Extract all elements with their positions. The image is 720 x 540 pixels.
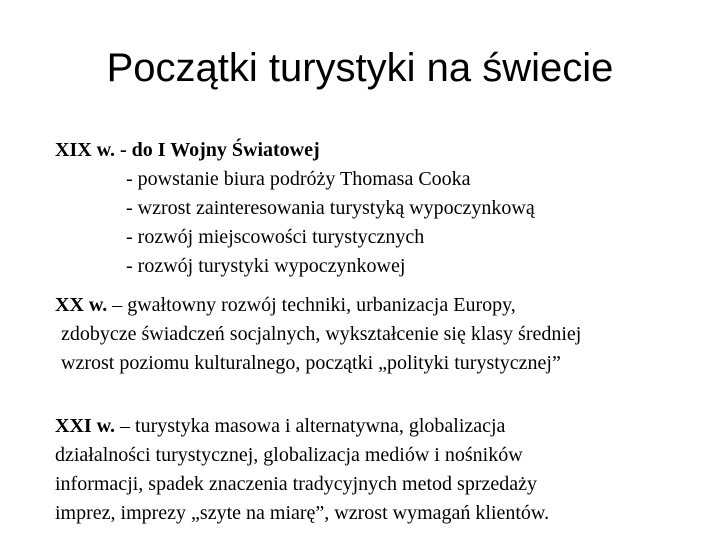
paragraph-line — [55, 291, 715, 320]
bullet-item: - powstanie biura podróży Thomasa Cooka — [126, 168, 471, 190]
paragraph-line: wzrost poziomu kulturalnego, początki „polityki turystycznej” — [61, 352, 561, 374]
paragraph-text: – turystyka masowa i alternatywna, globalizacja — [115, 415, 506, 437]
slide-title: Początki turystyki na świecie — [106, 46, 614, 90]
section-heading: XX w. — [55, 294, 108, 316]
section-xxi-century — [55, 412, 715, 528]
bullet-item: - wzrost zainteresowania turystyką wypoczynkową — [126, 197, 535, 219]
bullet-item: - rozwój miejscowości turystycznych — [126, 226, 425, 248]
bullet-item: - rozwój turystyki wypoczynkowej — [126, 255, 406, 277]
paragraph-text: – gwałtowny rozwój techniki, urbanizacja Europy, — [107, 294, 516, 316]
paragraph-line: działalności turystycznej, globalizacja mediów i nośników — [55, 444, 523, 466]
section-xix-century — [55, 136, 715, 281]
section-heading: XXI w. — [55, 415, 116, 437]
paragraph-line: imprez, imprezy „szyte na miarę”, wzrost wymagań klientów. — [55, 502, 550, 524]
section-xx-century — [55, 291, 715, 378]
section-heading: XIX w. - do I Wojny Światowej — [55, 139, 320, 161]
paragraph-line: zdobycze świadczeń socjalnych, wykształcenie się klasy średniej — [61, 323, 582, 345]
paragraph-line: informacji, spadek znaczenia tradycyjnych metod sprzedaży — [55, 473, 538, 495]
paragraph-line — [55, 412, 715, 441]
